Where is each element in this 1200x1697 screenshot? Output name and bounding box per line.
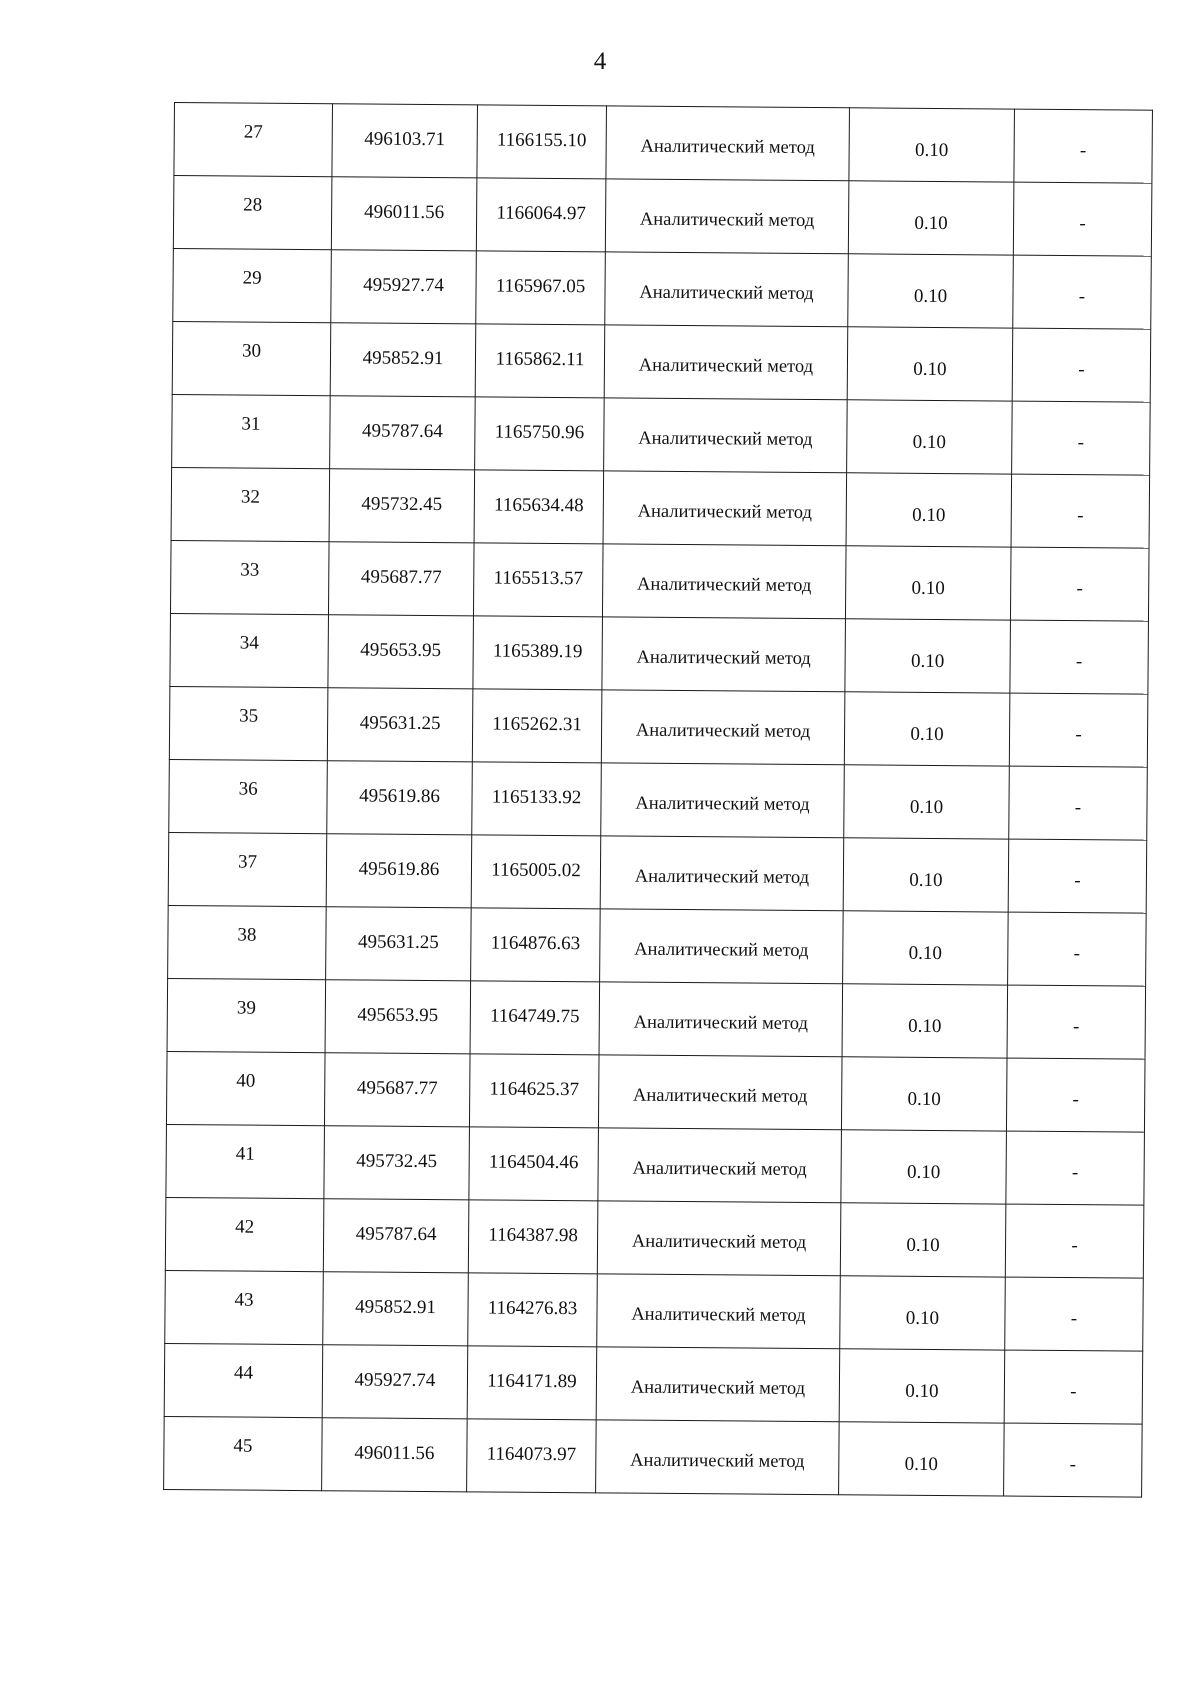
- method-cell: Аналитический метод: [602, 544, 846, 619]
- y-coordinate-cell: 1164073.97: [467, 1419, 597, 1493]
- accuracy-cell: 0.10: [840, 1203, 1006, 1277]
- y-coordinate-cell: 1164504.46: [469, 1127, 599, 1201]
- point-number-cell: 40: [166, 1051, 325, 1125]
- x-coordinate-cell: 495732.45: [324, 1126, 470, 1200]
- method-cell: Аналитический метод: [604, 398, 848, 473]
- point-number-cell: 35: [169, 686, 328, 760]
- y-coordinate-cell: 1165133.92: [472, 762, 602, 836]
- point-number-cell: 39: [167, 978, 326, 1052]
- point-number-cell: 36: [169, 759, 328, 833]
- method-cell: Аналитический метод: [599, 982, 843, 1057]
- table-row: [169, 759, 1148, 840]
- method-cell: Аналитический метод: [597, 1201, 841, 1276]
- x-coordinate-cell: 495653.95: [325, 980, 471, 1054]
- method-cell: Аналитический метод: [601, 690, 845, 765]
- note-cell: -: [1004, 1350, 1143, 1424]
- point-number-cell: 34: [170, 613, 329, 687]
- method-cell: Аналитический метод: [596, 1420, 840, 1495]
- accuracy-cell: 0.10: [840, 1276, 1006, 1350]
- table-row: [174, 103, 1153, 184]
- accuracy-cell: 0.10: [846, 473, 1012, 547]
- accuracy-cell: 0.10: [843, 911, 1009, 985]
- x-coordinate-cell: 495631.25: [326, 907, 472, 981]
- x-coordinate-cell: 495687.77: [328, 542, 474, 616]
- method-cell: Аналитический метод: [602, 617, 846, 692]
- accuracy-cell: 0.10: [849, 108, 1015, 182]
- method-cell: Аналитический метод: [597, 1274, 841, 1349]
- accuracy-cell: 0.10: [845, 546, 1011, 620]
- note-cell: -: [1005, 1277, 1144, 1351]
- table-row: [167, 978, 1146, 1059]
- x-coordinate-cell: 495619.86: [327, 761, 473, 835]
- note-cell: -: [1009, 693, 1148, 767]
- y-coordinate-cell: 1164276.83: [468, 1273, 598, 1347]
- point-number-cell: 32: [171, 467, 330, 541]
- x-coordinate-cell: 495852.91: [323, 1272, 469, 1346]
- point-number-cell: 28: [173, 176, 332, 250]
- method-cell: Аналитический метод: [598, 1128, 842, 1203]
- point-number-cell: 30: [172, 321, 331, 395]
- x-coordinate-cell: 495927.74: [322, 1345, 468, 1419]
- note-cell: -: [1011, 474, 1150, 548]
- table-row: [172, 394, 1151, 475]
- x-coordinate-cell: 495732.45: [329, 469, 475, 543]
- note-cell: -: [1013, 182, 1152, 256]
- table-row: [166, 1124, 1145, 1205]
- method-cell: Аналитический метод: [605, 179, 849, 254]
- point-number-cell: 33: [170, 540, 329, 614]
- accuracy-cell: 0.10: [842, 984, 1008, 1058]
- x-coordinate-cell: 496103.71: [332, 104, 478, 178]
- coordinates-table: [163, 102, 1153, 1498]
- table-row: [164, 1416, 1143, 1497]
- accuracy-cell: 0.10: [841, 1130, 1007, 1204]
- note-cell: -: [1010, 620, 1149, 694]
- table-row: [173, 248, 1152, 329]
- y-coordinate-cell: 1165513.57: [473, 543, 603, 617]
- y-coordinate-cell: 1165967.05: [476, 251, 606, 325]
- point-number-cell: 45: [164, 1416, 323, 1490]
- x-coordinate-cell: 495631.25: [327, 688, 473, 762]
- accuracy-cell: 0.10: [839, 1422, 1005, 1496]
- table-row: [168, 905, 1147, 986]
- y-coordinate-cell: 1165389.19: [473, 616, 603, 690]
- y-coordinate-cell: 1164876.63: [471, 908, 601, 982]
- note-cell: -: [1014, 109, 1153, 183]
- x-coordinate-cell: 496011.56: [331, 177, 477, 251]
- note-cell: -: [1008, 839, 1147, 913]
- y-coordinate-cell: 1165750.96: [475, 397, 605, 471]
- y-coordinate-cell: 1164625.37: [469, 1054, 599, 1128]
- accuracy-cell: 0.10: [845, 619, 1011, 693]
- table-row: [168, 832, 1147, 913]
- table-row: [165, 1197, 1144, 1278]
- y-coordinate-cell: 1165262.31: [472, 689, 602, 763]
- x-coordinate-cell: 496011.56: [322, 1418, 468, 1492]
- x-coordinate-cell: 495687.77: [324, 1053, 470, 1127]
- note-cell: -: [1010, 547, 1149, 621]
- accuracy-cell: 0.10: [847, 327, 1013, 401]
- accuracy-cell: 0.10: [843, 838, 1009, 912]
- point-number-cell: 29: [173, 248, 332, 322]
- point-number-cell: 31: [172, 394, 331, 468]
- note-cell: -: [1009, 766, 1148, 840]
- x-coordinate-cell: 495852.91: [330, 323, 476, 397]
- accuracy-cell: 0.10: [841, 1057, 1007, 1131]
- y-coordinate-cell: 1165005.02: [471, 835, 601, 909]
- note-cell: -: [1005, 1204, 1144, 1278]
- note-cell: -: [1012, 328, 1151, 402]
- note-cell: -: [1008, 912, 1147, 986]
- y-coordinate-cell: 1164749.75: [470, 981, 600, 1055]
- point-number-cell: 44: [164, 1343, 323, 1417]
- note-cell: -: [1006, 1058, 1145, 1132]
- y-coordinate-cell: 1164387.98: [468, 1200, 598, 1274]
- table-row: [165, 1270, 1144, 1351]
- x-coordinate-cell: 495619.86: [326, 834, 472, 908]
- note-cell: -: [1012, 401, 1151, 475]
- page-number: 4: [593, 48, 607, 75]
- method-cell: Аналитический метод: [604, 325, 848, 400]
- point-number-cell: 43: [165, 1270, 324, 1344]
- x-coordinate-cell: 495787.64: [323, 1199, 469, 1273]
- accuracy-cell: 0.10: [848, 254, 1014, 328]
- note-cell: -: [1013, 255, 1152, 329]
- note-cell: -: [1004, 1423, 1143, 1497]
- accuracy-cell: 0.10: [844, 765, 1010, 839]
- point-number-cell: 37: [168, 832, 327, 906]
- note-cell: -: [1007, 985, 1146, 1059]
- method-cell: Аналитический метод: [606, 106, 850, 181]
- method-cell: Аналитический метод: [600, 836, 844, 911]
- point-number-cell: 38: [168, 905, 327, 979]
- accuracy-cell: 0.10: [839, 1349, 1005, 1423]
- y-coordinate-cell: 1164171.89: [467, 1346, 597, 1420]
- method-cell: Аналитический метод: [600, 909, 844, 984]
- table-row: [171, 467, 1150, 548]
- point-number-cell: 41: [166, 1124, 325, 1198]
- table-row: [170, 613, 1149, 694]
- x-coordinate-cell: 495787.64: [330, 396, 476, 470]
- table-row: [166, 1051, 1145, 1132]
- y-coordinate-cell: 1165634.48: [474, 470, 604, 544]
- method-cell: Аналитический метод: [601, 763, 845, 838]
- table-row: [170, 540, 1149, 621]
- y-coordinate-cell: 1166155.10: [477, 105, 607, 179]
- x-coordinate-cell: 495927.74: [331, 250, 477, 324]
- method-cell: Аналитический метод: [596, 1347, 840, 1422]
- accuracy-cell: 0.10: [844, 692, 1010, 766]
- table-row: [173, 176, 1152, 257]
- y-coordinate-cell: 1165862.11: [475, 324, 605, 398]
- table-body: [164, 103, 1153, 1498]
- note-cell: -: [1006, 1131, 1145, 1205]
- accuracy-cell: 0.10: [848, 181, 1014, 255]
- table-row: [169, 686, 1148, 767]
- table-row: [172, 321, 1151, 402]
- table-row: [164, 1343, 1143, 1424]
- y-coordinate-cell: 1166064.97: [476, 178, 606, 252]
- point-number-cell: 27: [174, 103, 333, 177]
- method-cell: Аналитический метод: [598, 1055, 842, 1130]
- accuracy-cell: 0.10: [847, 400, 1013, 474]
- point-number-cell: 42: [165, 1197, 324, 1271]
- method-cell: Аналитический метод: [603, 471, 847, 546]
- x-coordinate-cell: 495653.95: [328, 615, 474, 689]
- method-cell: Аналитический метод: [605, 252, 849, 327]
